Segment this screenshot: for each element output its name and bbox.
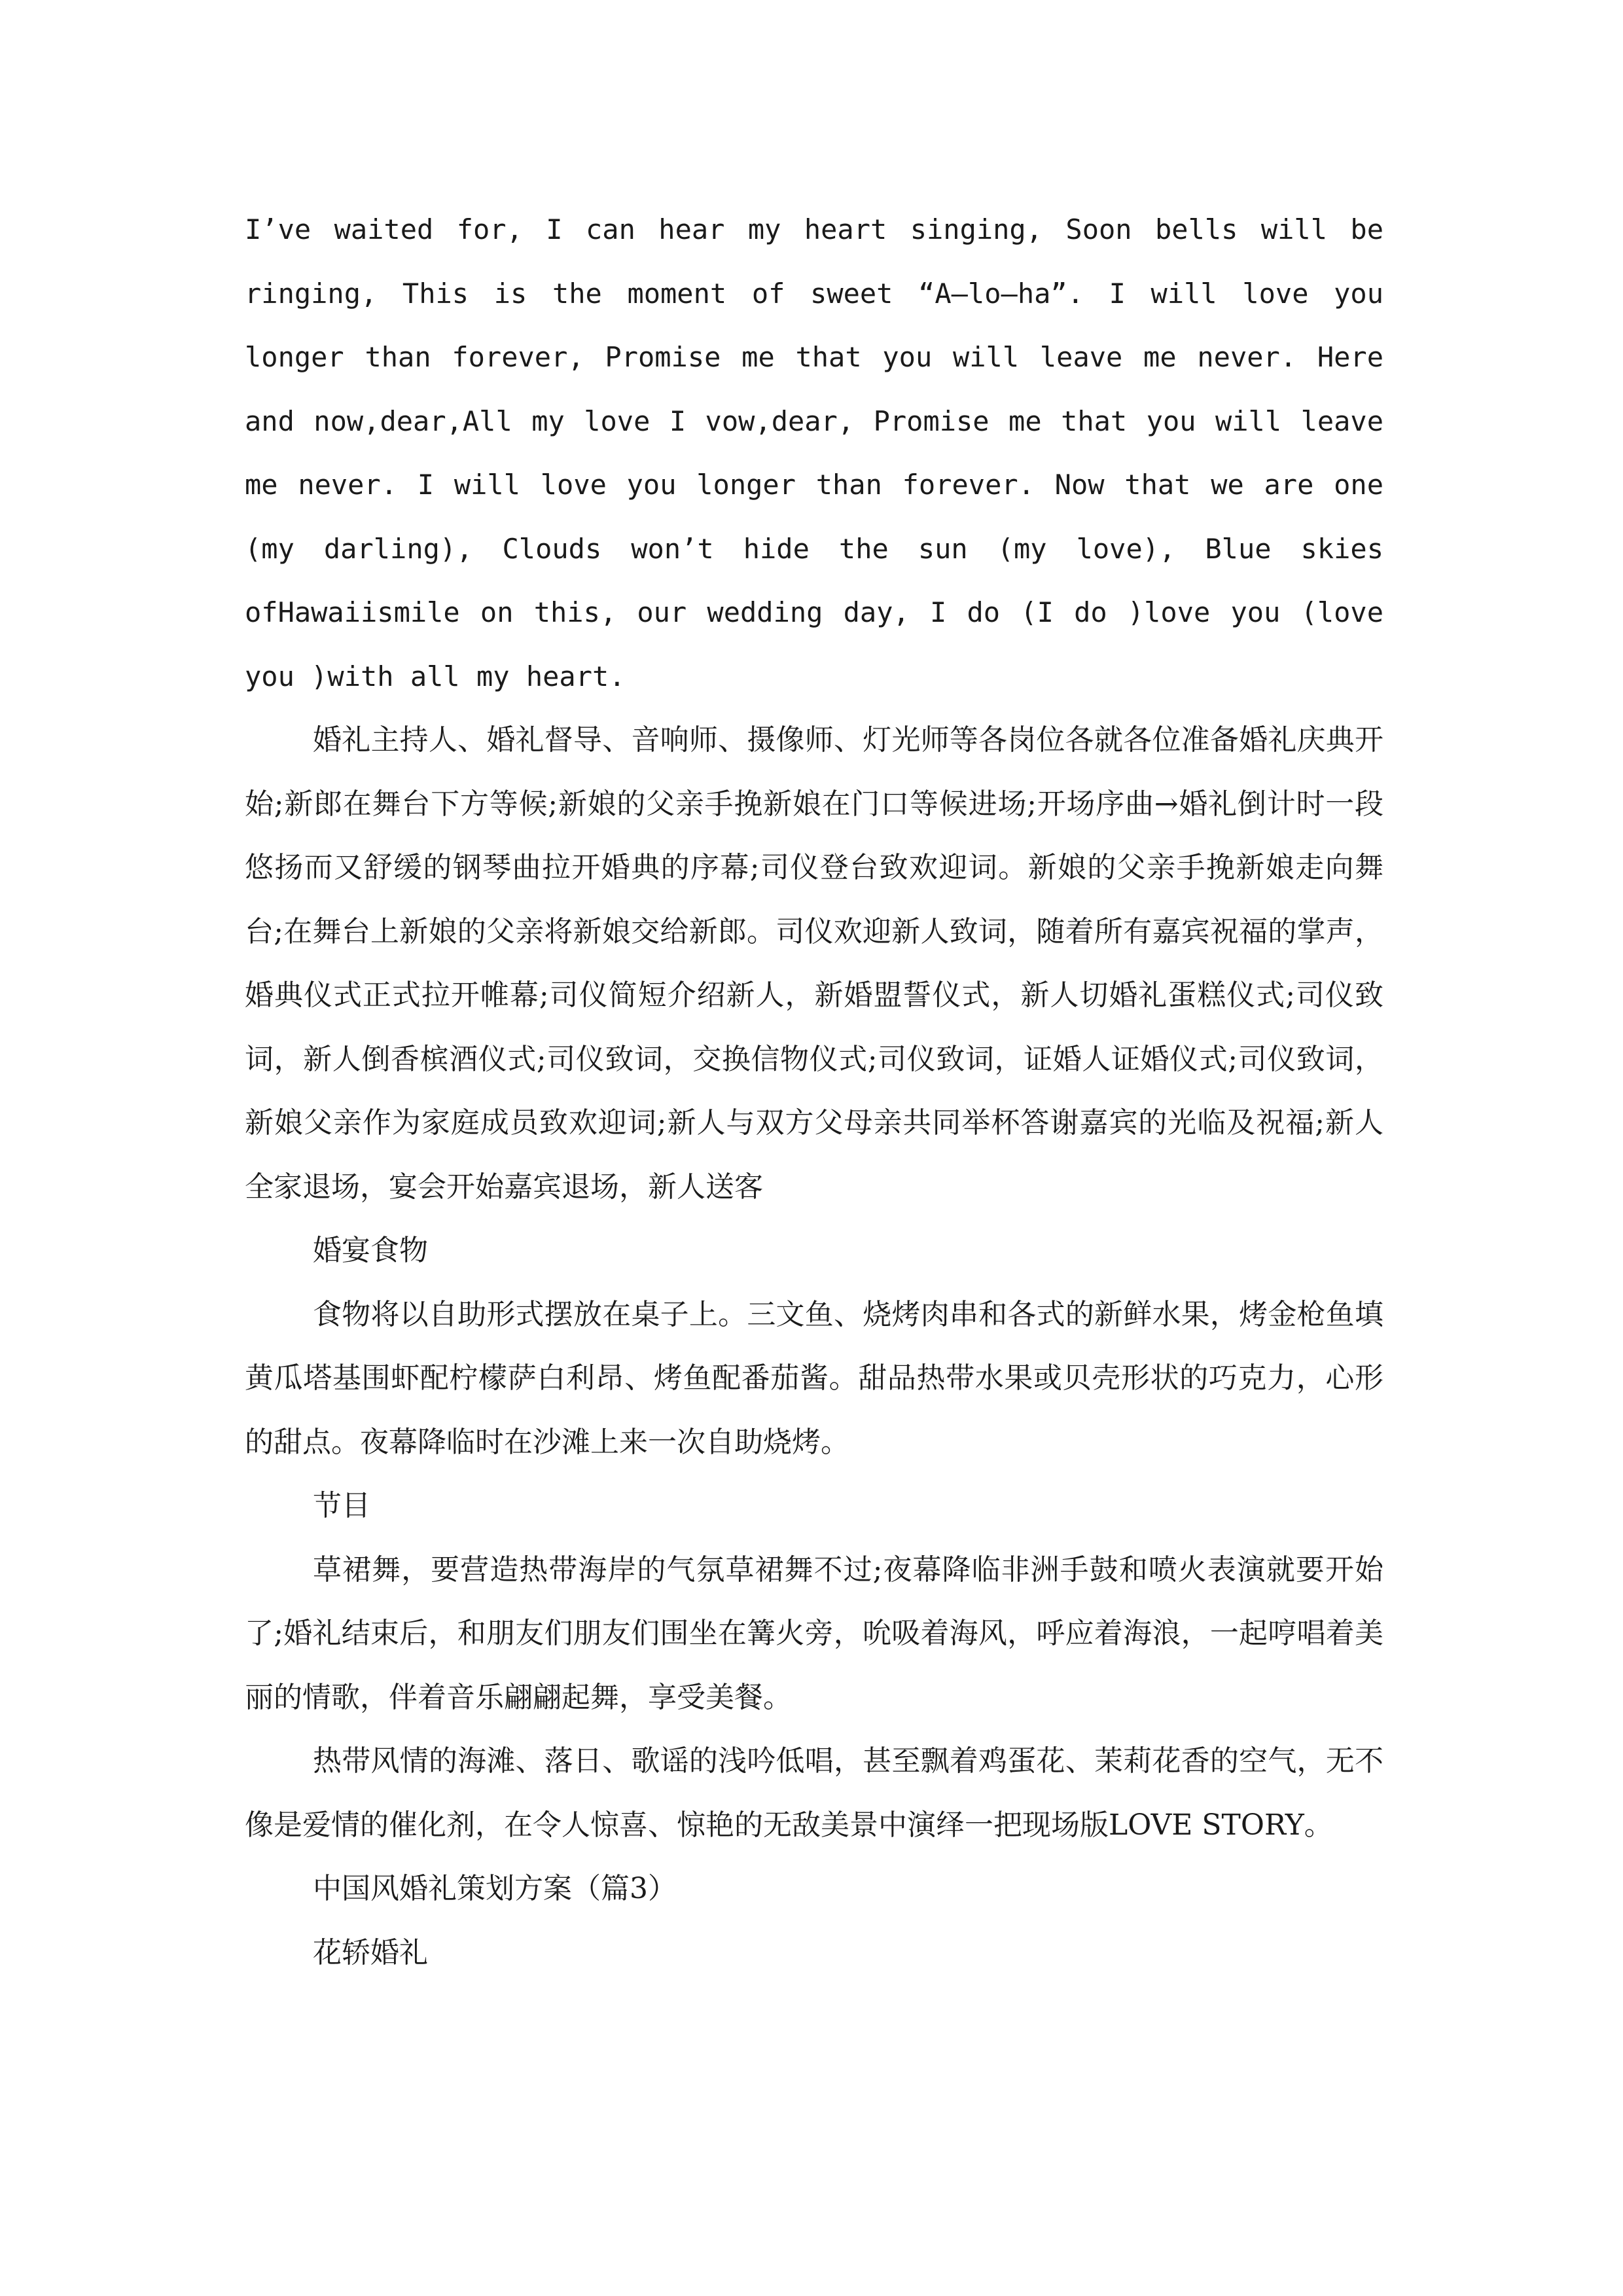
document-body (245, 198, 1383, 1984)
section-title: 中国风婚礼策划方案（篇3） (313, 1872, 677, 1905)
ceremony-paragraph: 婚礼主持人、婚礼督导、音响师、摄像师、灯光师等各岗位各就各位准备婚礼庆典开始;新郎在舞台下方等候;新娘的父亲手挽新娘在门口等候进场;开场序曲→婚礼倒计时一段悠扬而又舒缓的钢琴曲拉开婚典的序幕;司仪登台致欢迎词。新娘的父亲手挽新娘走向舞台;在舞台上新娘的父亲将新娘交给新郎。司仪欢迎新人致词，随着所有嘉宾祝福的掌声，婚典仪式正式拉开帷幕;司仪简短介绍新人，新婚盟誓仪式，新人切婚礼蛋糕仪式;司仪致词，新人倒香槟酒仪式;司仪致词，交换信物仪式;司仪致词，证婚人证婚仪式;司仪致词，新娘父亲作为家庭成员致欢迎词;新人与双方父母亲共同举杯答谢嘉宾的光临及祝福;新人全家退场，宴会开始嘉宾退场，新人送客 (245, 723, 1383, 1204)
lyrics-paragraph: I’ve waited for, I can hear my heart singing, Soon bells will be ringing, This is the moment of sweet “A—lo—ha”. I will love you longer than forever, Promise me that you will leave me never. Here and now,dear,All my love I vow,dear, Promise me that you will leave me never. I will love you longer than forever. Now that we are one (my darling), Clouds won’t hide the sun (my love), Blue skies ofHawaiismile on this, our wedding day, I do (I do )love you (love you )with all my heart. (245, 213, 1383, 692)
food-heading: 婚宴食物 (313, 1234, 428, 1267)
tropical-paragraph: 热带风情的海滩、落日、歌谣的浅吟低唱，甚至飘着鸡蛋花、茉莉花香的空气，无不像是爱情的催化剂，在令人惊喜、惊艳的无敌美景中演绎一把现场版LOVE STORY。 (245, 1744, 1383, 1842)
food-paragraph: 食物将以自助形式摆放在桌子上。三文鱼、烧烤肉串和各式的新鲜水果，烤金枪鱼填黄瓜塔基围虾配柠檬萨白利昂、烤鱼配番茄酱。甜品热带水果或贝壳形状的巧克力，心形的甜点。夜幕降临时在沙滩上来一次自助烧烤。 (245, 1297, 1383, 1459)
sub-title: 花轿婚礼 (313, 1935, 428, 1969)
program-heading: 节目 (313, 1489, 370, 1522)
program-paragraph: 草裙舞，要营造热带海岸的气氛草裙舞不过;夜幕降临非洲手鼓和喷火表演就要开始了;婚礼结束后，和朋友们朋友们围坐在篝火旁，吮吸着海风，呼应着海浪，一起哼唱着美丽的情歌，伴着音乐翩翩起舞，享受美餐。 (245, 1552, 1383, 1714)
